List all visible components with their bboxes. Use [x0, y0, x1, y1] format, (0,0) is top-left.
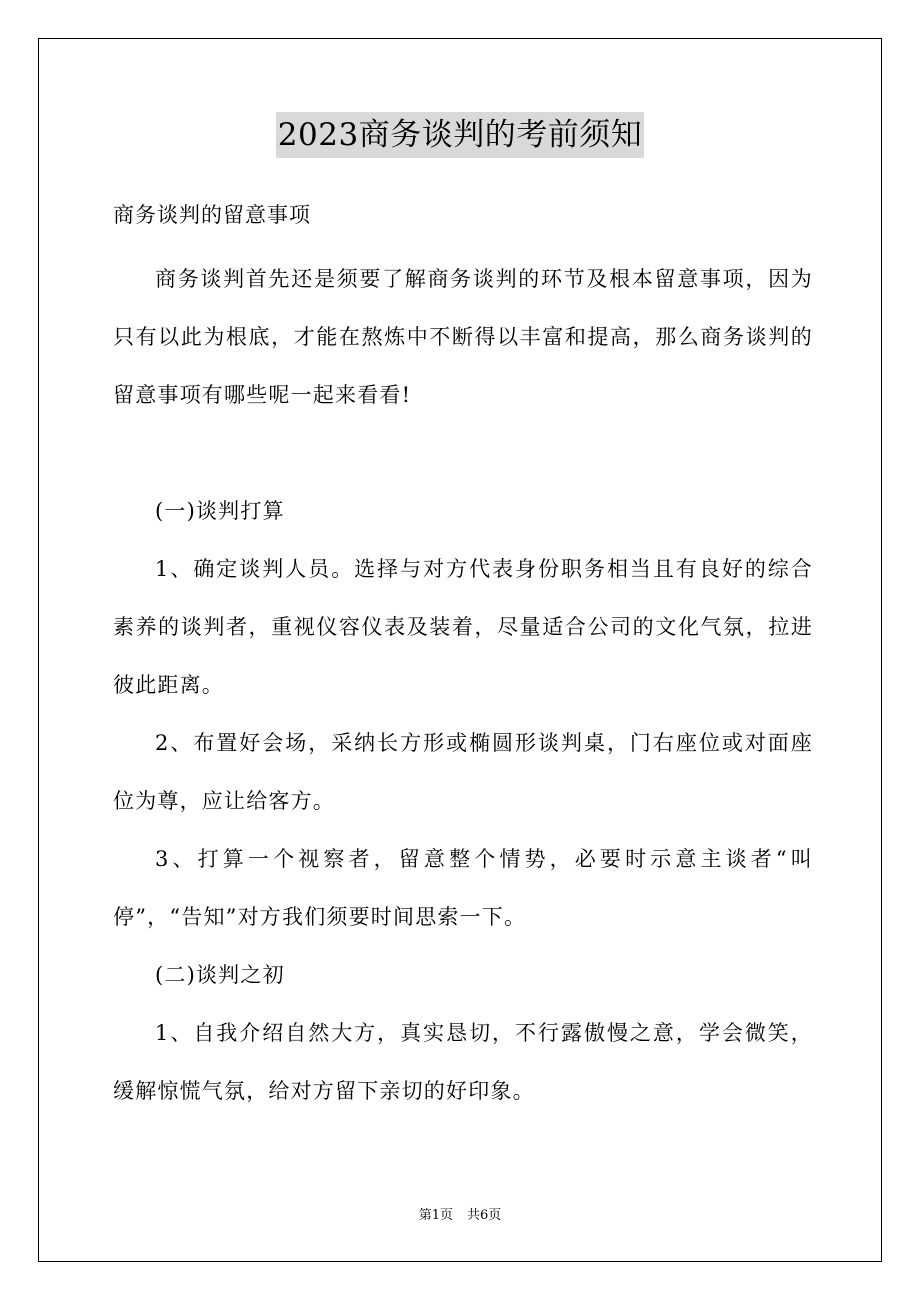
section-heading-opening: (二)谈判之初 [155, 963, 285, 987]
section-heading-preparation: (一)谈判打算 [155, 499, 285, 523]
section-subtitle: 商务谈判的留意事项 [113, 203, 311, 227]
paragraph-item: 1、自我介绍自然大方，真实恳切，不行露傲慢之意，学会微笑，缓解惊慌气氛，给对方留下亲切的好印象。 [113, 1021, 813, 1103]
page-total: 共6页 [467, 1208, 502, 1223]
intro-paragraph: 商务谈判首先还是须要了解商务谈判的环节及根本留意事项，因为只有以此为根底，才能在熬炼中不断得以丰富和提高，那么商务谈判的留意事项有哪些呢一起来看看! [113, 267, 813, 407]
paragraph-item: 1、确定谈判人员。选择与对方代表身份职务相当且有良好的综合素养的谈判者，重视仪容仪表及装着，尽量适合公司的文化气氛，拉进彼此距离。 [113, 557, 813, 697]
document-body [113, 190, 813, 1120]
paragraph-item: 2、布置好会场，采纳长方形或椭圆形谈判桌，门右座位或对面座位为尊，应让给客方。 [113, 731, 813, 813]
page-footer [0, 1206, 920, 1226]
page-number: 第1页 [418, 1208, 453, 1223]
title-container [0, 112, 920, 158]
document-title: 2023商务谈判的考前须知 [276, 112, 644, 158]
paragraph-item: 3、打算一个视察者，留意整个情势，必要时示意主谈者“叫停”，“告知”对方我们须要时间思索一下。 [113, 847, 813, 929]
